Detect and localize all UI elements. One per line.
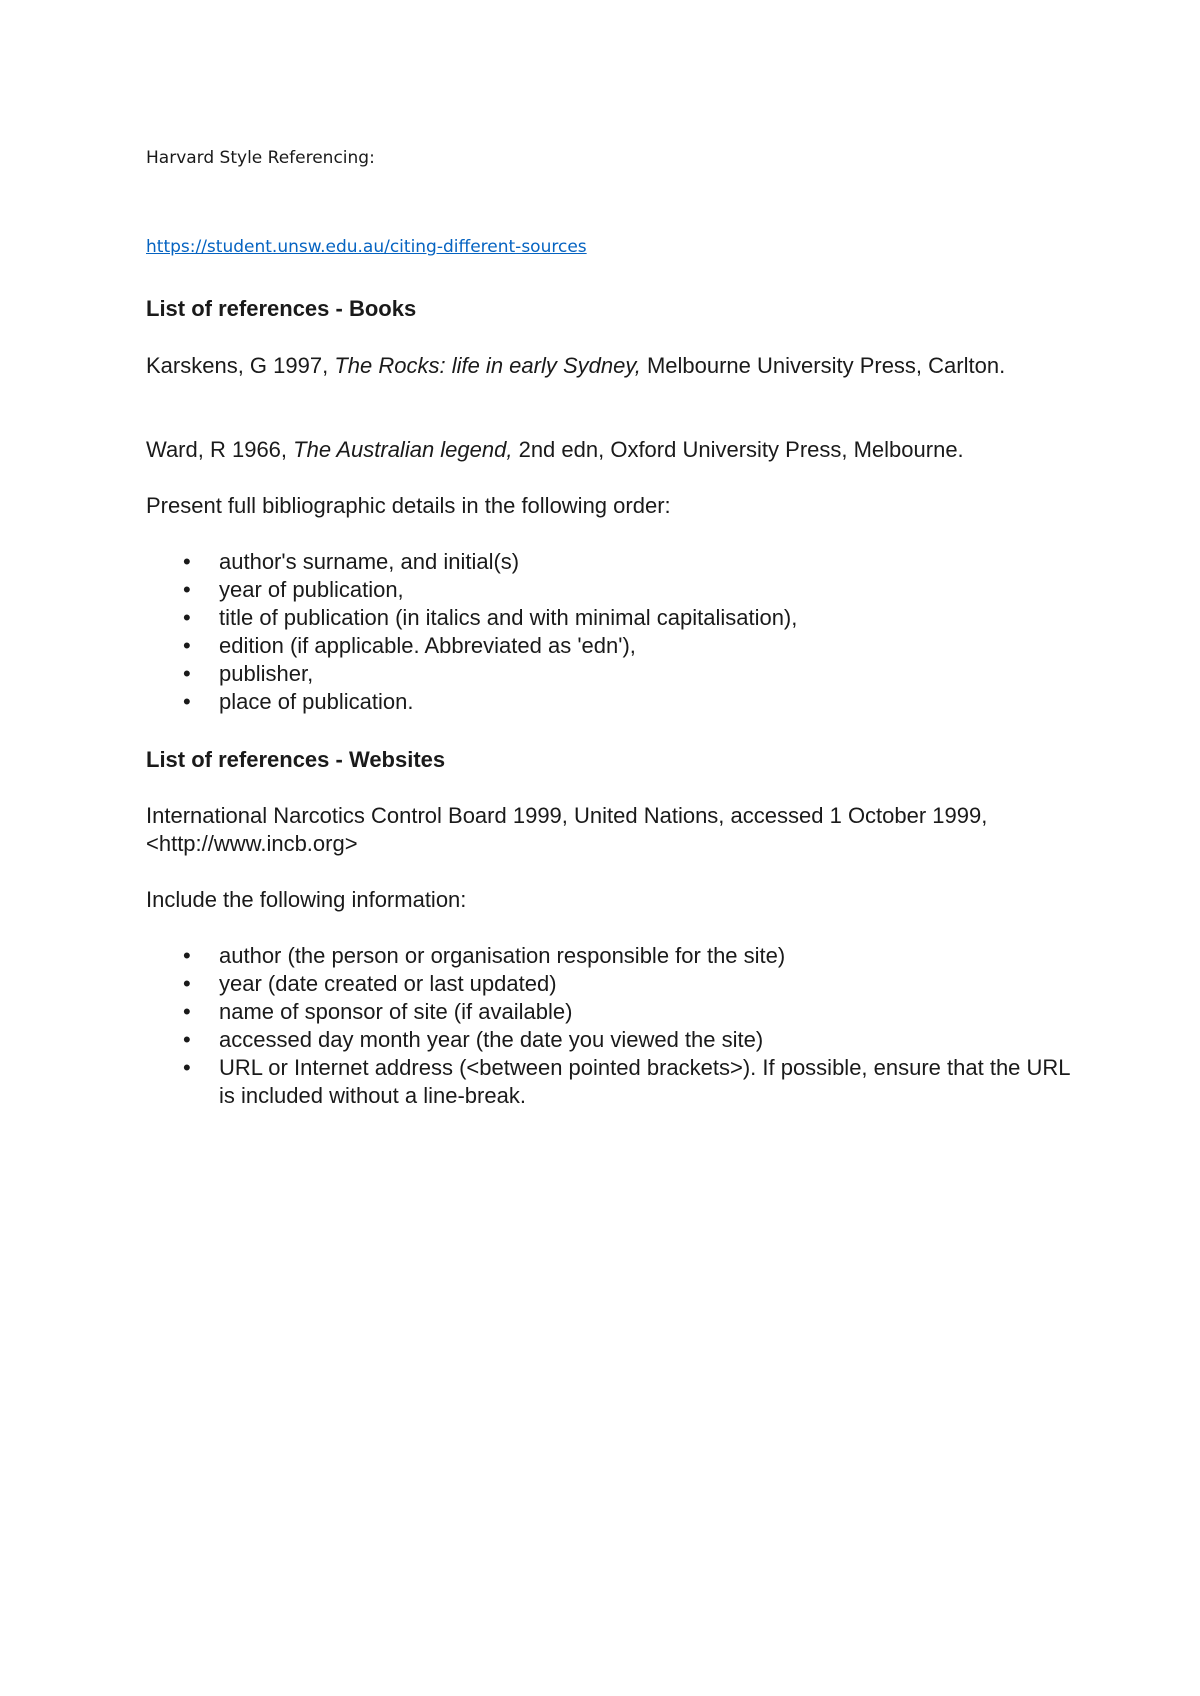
reference-title: The Rocks: life in early Sydney, [334,353,641,378]
list-item: • author's surname, and initial(s) [146,548,1086,576]
list-item: • title of publication (in italics and with minimal capitalisation), [146,604,1086,632]
list-item: • edition (if applicable. Abbreviated as 'edn'), [146,632,1086,660]
list-item: • year (date created or last updated) [146,970,1086,998]
reference-title: The Australian legend, [293,437,513,462]
reference-author-year: Ward, R 1966, [146,437,294,462]
list-item: • name of sponsor of site (if available) [146,998,1086,1026]
reference-publisher: Melbourne University Press, Carlton. [640,353,1006,378]
books-details-intro: Present full bibliographic details in the following order: [146,493,671,518]
book-reference-ward [146,436,1086,464]
source-link[interactable]: https://student.unsw.edu.au/citing-different-sources [146,237,587,257]
books-details-list [146,548,1086,716]
list-item: • publisher, [146,660,1086,688]
list-item: • accessed day month year (the date you viewed the site) [146,1026,1086,1054]
websites-details-intro: Include the following information: [146,887,467,912]
books-heading: List of references - Books [146,296,417,321]
list-item: • author (the person or organisation responsible for the site) [146,942,1086,970]
list-item: • URL or Internet address (<between pointed brackets>). If possible, ensure that the URL is included without a line-break. [146,1054,1086,1110]
reference-publisher: 2nd edn, Oxford University Press, Melbourne. [512,437,964,462]
list-item: • year of publication, [146,576,1086,604]
reference-author-year: Karskens, G 1997, [146,353,335,378]
book-reference-karskens [146,352,1086,380]
list-item: • place of publication. [146,688,1086,716]
document-title: Harvard Style Referencing: [146,148,375,168]
websites-details-list [146,942,1086,1110]
website-reference-incb: International Narcotics Control Board 1999, United Nations, accessed 1 October 1999, <http://www.incb.org> [146,803,988,856]
websites-heading: List of references - Websites [146,747,446,772]
